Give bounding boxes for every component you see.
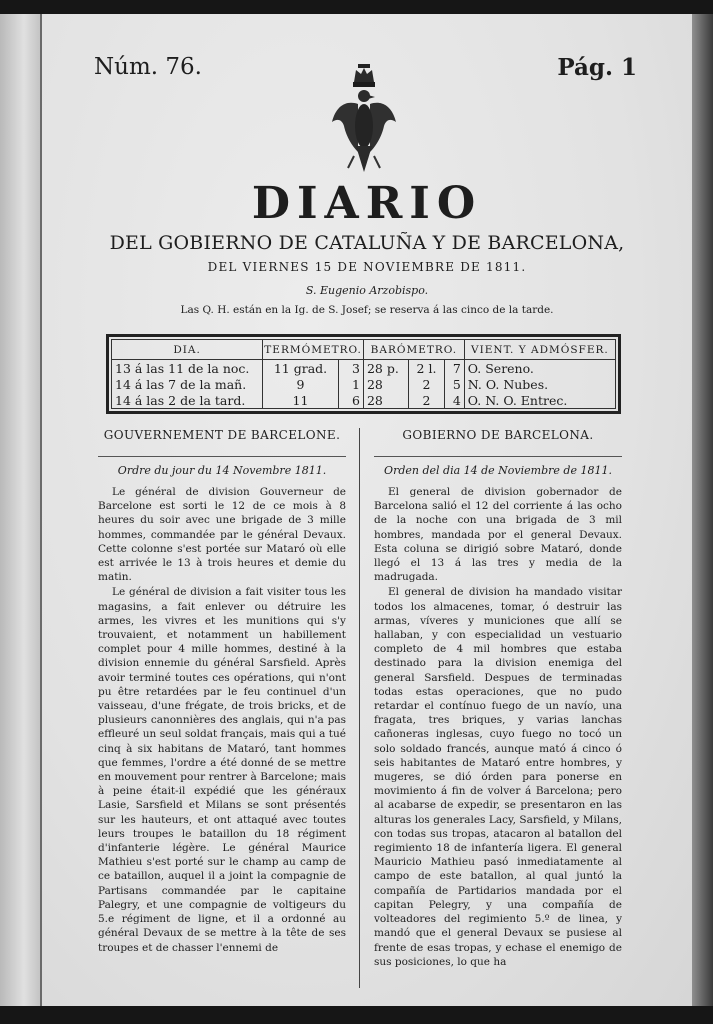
weather-row (112, 392, 616, 409)
cell-thermo-frac: 3 (338, 360, 363, 377)
french-column (98, 428, 346, 955)
spanish-column (374, 428, 622, 969)
cell-baro-frac: 7 (444, 360, 464, 377)
newspaper-page (42, 14, 692, 1006)
heading-rule (374, 456, 622, 457)
spanish-paragraph: El general de division ha mandado visitar todos los almacenes, tomar, ó destruir las armas, víveres y municiones que allí se hallaban, y con especialidad un vestuario completo de 4 mil hombres que estaba destinado para la division enemiga del general Sarsfield. Despues de terminadas todas estas operaciones, que no pudo retardar el contínuo fuego de un navío, una fragata, tres briques, y varias lanchas cañoneras inglesas, cuyo fuego no tocó un solo soldado francés, aunque mató á cinco ó seis habitantes de Mataró entre hombres, y mugeres, se dió órden para ponerse en movimiento á fin de volver á Barcelona; pero al acabarse de expedir, se presentaron en las alturas los generales Lacy, Sarsfield, y Milans, con todas sus tropas, atacaron al batallon del regimiento 18 de infantería ligera. El general Mauricio Mathieu pasó inmediatamente al campo de este batallon, al qual juntó la compañía de Partidarios mandada por el capitan Pelegry, y una compañía de volteadores del regimiento 5.º de linea, y mandó que el general Devaux se pusiese al frente de esas tropas, y echase el enemigo de sus posiciones, lo que ha (374, 586, 622, 968)
crowned-eagle-emblem-icon (328, 60, 400, 180)
page-shadow-edge (692, 14, 713, 1006)
cell-thermo-frac: 6 (338, 392, 363, 409)
cell-wind: N. O. Nubes. (467, 376, 549, 392)
cell-baro-frac: 4 (444, 392, 464, 409)
heading-rule (98, 456, 346, 457)
spanish-order-line: Orden del dia 14 de Noviembre de 1811. (384, 464, 612, 477)
cell-thermo: 11 (263, 392, 339, 409)
cell-thermo: 9 (263, 376, 339, 392)
french-column-heading: GOUVERNEMENT DE BARCELONE. (103, 428, 341, 442)
cell-day: 14 á las 2 de la tard. (112, 392, 263, 409)
weather-header-row (112, 340, 616, 360)
cell-wind: O. Sereno. (467, 360, 534, 376)
col-header-thermometer: TERMÓMETRO. (263, 340, 364, 360)
forty-hours-notice: Las Q. H. están en la Ig. de S. Josef; se reserva á las cinco de la tarde. (180, 304, 554, 316)
french-paragraph: Le général de division a fait visiter tous les magasins, a fait enlever ou détruire les armes, les vivres et les munitions qui s'y trouvaient, et notamment un habillement complet pour 4 mille hommes, destiné à la division ennemie du général Sarsfield. Après avoir terminé toutes ces opérations, qui n'ont pu être retardées par le feu continuel d'un vaisseau, d'une frégate, de trois bricks, et de plusieurs canonnières des anglais, qui n'a pas effleuré un seul soldat français, mais qui a tué cinq à six habitans de Mataró, tant hommes que femmes, l'ordre a été donné de se mettre en mouvement pour rentrer à Barcelone; mais à peine était-il expédié que les généraux Lasie, Sarsfield et Milans se sont présentés sur les hauteurs, et ont attaqué avec toutes leurs troupes le bataillon du 18 régiment d'infanterie légère. Le général Maurice Mathieu s'est porté sur le champ au camp de ce bataillon, auquel il a joint la compagnie de Partisans commandée par le capitaine Palegry, et une compagnie de voltigeurs du 5.e régiment de ligne, et il a ordonné au général Devaux de se mettre à la tête de ses troupes et de chasser l'ennemi de (98, 586, 346, 954)
cell-baro-p: 28 (363, 376, 408, 392)
col-header-day: DIA. (112, 340, 263, 360)
cell-baro-l: 2 l. (409, 360, 444, 377)
weather-row (112, 360, 616, 377)
spanish-column-heading: GOBIERNO DE BARCELONA. (402, 428, 594, 442)
spanish-paragraph: El general de division gobernador de Barcelona salió el 12 del corriente á las ocho de la noche con una brigada de 3 mil hombres, mandada por el general Devaux. Esta coluna se dirigió sobre Mataró, donde llegó el 13 á las tres y media de la madrugada. (374, 486, 622, 584)
cell-thermo: 11 grad. (263, 360, 339, 377)
cell-baro-frac: 5 (444, 376, 464, 392)
cell-baro-p: 28 p. (363, 360, 408, 377)
french-paragraph: Le général de division Gouverneur de Barcelone est sorti le 12 de ce mois à 8 heures du soir avec une brigade de 3 mille hommes, commandée par le général Devaux. Cette colonne s'est portée sur Mataró où elle est arrivée le 13 à trois heures et demie du matin. (98, 486, 346, 584)
issue-date: DEL VIERNES 15 DE NOVIEMBRE DE 1811. (207, 260, 527, 274)
cell-baro-l: 2 (409, 376, 444, 392)
issue-number: Núm. 76. (94, 54, 202, 80)
cell-day: 13 á las 11 de la noc. (112, 360, 263, 377)
column-divider (359, 428, 360, 988)
masthead-subtitle: DEL GOBIERNO DE CATALUÑA Y DE BARCELONA, (109, 232, 625, 254)
col-header-wind: VIENT. Y ADMÓSFER. (464, 340, 615, 360)
cell-day: 14 á las 7 de la mañ. (112, 376, 263, 392)
cell-wind: O. N. O. Entrec. (467, 392, 568, 408)
facing-page-edge (0, 14, 42, 1006)
masthead-title: DIARIO (251, 178, 483, 229)
page-number: Pág. 1 (557, 54, 637, 81)
col-header-barometer: BARÓMETRO. (363, 340, 464, 360)
weather-row (112, 376, 616, 392)
cell-thermo-frac: 1 (338, 376, 363, 392)
cell-baro-p: 28 (363, 392, 408, 409)
weather-table (106, 334, 621, 414)
cell-baro-l: 2 (409, 392, 444, 409)
french-order-line: Ordre du jour du 14 Novembre 1811. (117, 464, 327, 477)
saint-of-the-day: S. Eugenio Arzobispo. (305, 284, 429, 297)
